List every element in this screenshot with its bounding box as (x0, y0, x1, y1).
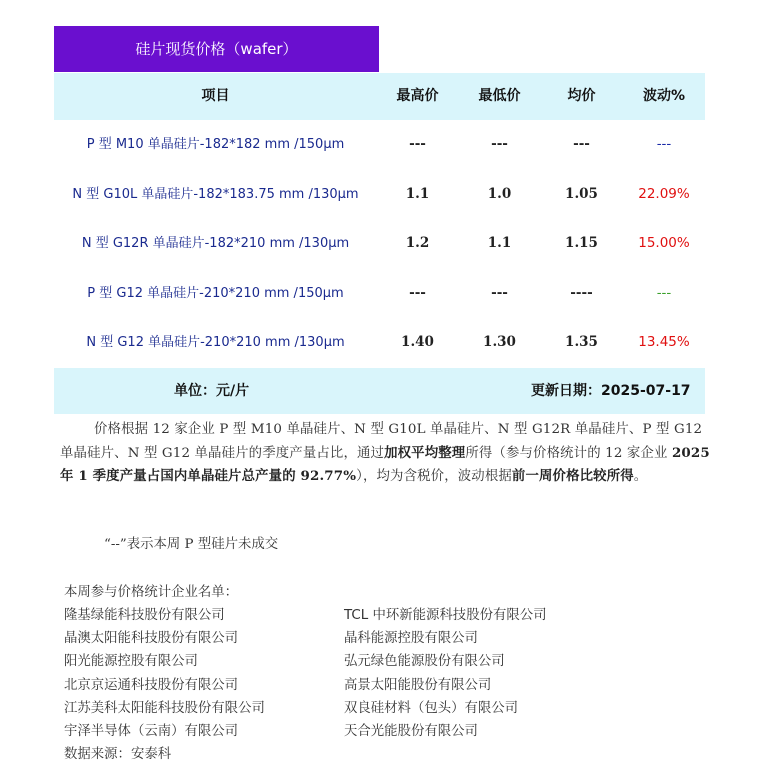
row-high: 1.2 (405, 235, 430, 251)
company-name: 江苏美科太阳能科技股份有限公司 (64, 701, 265, 716)
table-row (54, 219, 705, 269)
row-avg: 1.05 (565, 185, 598, 202)
row-item: N 型 G10L 单晶硅片-182*183.75 mm /130μm (72, 186, 359, 202)
company-name: TCL 中环新能源科技股份有限公司 (344, 608, 547, 623)
row-high: 1.40 (401, 334, 434, 350)
company-name: 高景太阳能股份有限公司 (344, 678, 492, 693)
row-low: 1.0 (487, 185, 512, 202)
row-high: --- (409, 136, 426, 152)
row-low: --- (491, 284, 508, 301)
company-name: 隆基绿能科技股份有限公司 (64, 608, 225, 623)
table-header (54, 73, 705, 120)
table-row (54, 170, 705, 220)
data-source: 数据来源：安泰科 (64, 747, 172, 762)
row-low: --- (491, 136, 508, 152)
row-low: 1.1 (487, 235, 512, 251)
company-list-title: 本周参与价格统计企业名单： (64, 585, 239, 600)
price-table-body (54, 120, 705, 368)
row-high: --- (409, 284, 426, 301)
row-high: 1.1 (405, 185, 430, 202)
row-avg: --- (573, 136, 590, 152)
table-row (54, 269, 705, 319)
table-footer (54, 368, 705, 414)
company-name: 晶科能源控股有限公司 (344, 631, 478, 646)
row-change: --- (656, 136, 672, 152)
row-change: 15.00% (638, 235, 690, 251)
company-name: 阳光能源控股有限公司 (64, 654, 198, 669)
header-avg: 均价 (567, 88, 596, 104)
para-text-1: 价格根据 12 家企业 P 型 M10 单晶硅片、N 型 G10L 单晶硅片、N 型 G12R 单晶硅片、P 型 G12 单晶硅片、N 型 G12 单晶硅片的季度产量占比，通过 (60, 422, 703, 461)
row-change: 22.09% (638, 185, 690, 202)
row-avg: 1.35 (565, 334, 598, 350)
para-text-2: 所得（参与价格统计的 12 家企业 (465, 445, 672, 461)
row-avg: ---- (570, 284, 593, 301)
table-row (54, 318, 705, 368)
company-name: 双良硅材料（包头）有限公司 (344, 701, 519, 716)
para-text-4: 。 (633, 469, 648, 484)
row-low: 1.30 (483, 334, 516, 350)
company-name: 弘元绿色能源股份有限公司 (344, 654, 505, 669)
header-change: 波动% (642, 88, 686, 104)
header-item: 项目 (201, 88, 230, 104)
company-name: 晶澳太阳能科技股份有限公司 (64, 631, 239, 646)
company-name: 宇泽半导体（云南）有限公司 (64, 724, 239, 739)
row-item: N 型 G12 单晶硅片-210*210 mm /130μm (86, 335, 345, 350)
row-item: P 型 G12 单晶硅片-210*210 mm /150μm (87, 285, 344, 301)
unit-label: 单位：元/片 (174, 383, 250, 399)
para-bold-2: 2025 年 1 季度产量占国内单晶硅片总产量的 92.77% (60, 444, 710, 484)
methodology-paragraph (60, 418, 710, 489)
row-item: P 型 M10 单晶硅片-182*182 mm /150μm (86, 137, 345, 152)
row-change: 13.45% (638, 334, 690, 350)
table-title: 硅片现货价格（wafer） (54, 26, 379, 72)
row-avg: 1.15 (565, 235, 598, 251)
para-bold-1: 加权平均整理 (384, 444, 466, 461)
table-row (54, 120, 705, 170)
company-name: 天合光能股份有限公司 (344, 724, 478, 739)
row-item: N 型 G12R 单晶硅片-182*210 mm /130μm (81, 236, 350, 251)
no-trade-note: “--”表示本周 P 型硅片未成交 (104, 537, 279, 552)
para-text-3: ），均为含税价，波动根据 (356, 469, 512, 484)
update-date: 更新日期：2025-07-17 (531, 383, 691, 399)
header-low: 最低价 (478, 88, 521, 104)
company-name: 北京京运通科技股份有限公司 (64, 678, 239, 693)
row-change: --- (656, 284, 672, 301)
header-high: 最高价 (396, 88, 439, 104)
para-bold-3: 前一周价格比较所得 (511, 468, 634, 484)
